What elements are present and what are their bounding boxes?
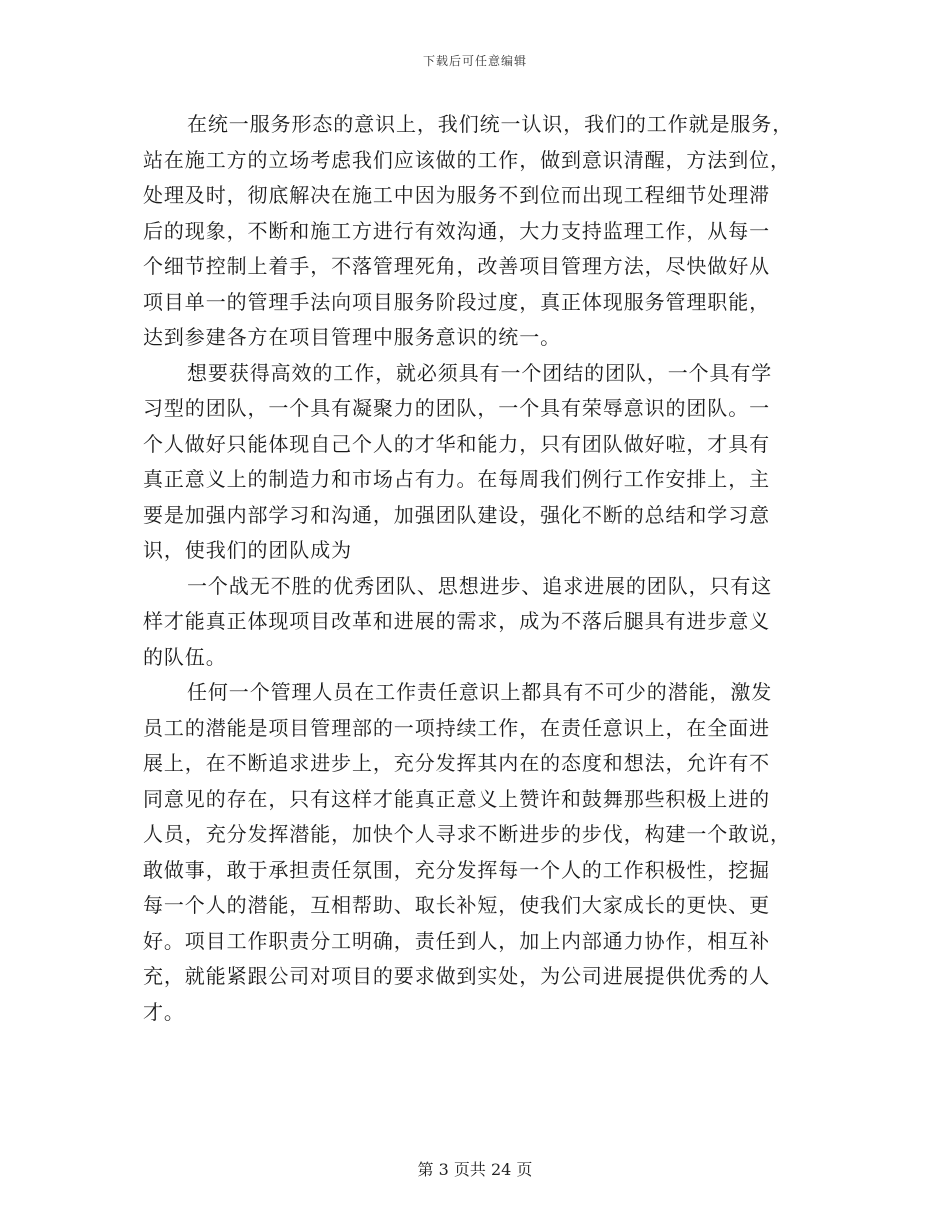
text-line: 想要获得高效的工作，就必须具有一个团结的团队，一个具有学 — [187, 360, 773, 385]
paragraph-service-awareness — [143, 107, 807, 356]
text-line: 敢做事，敢于承担责任氛围，充分发挥每一个人的工作积极性，挖掘 — [143, 857, 770, 882]
text-line: 个细节控制上着手，不落管理死角，改善项目管理方法，尽快做好从 — [143, 254, 770, 278]
text-line: 一个战无不胜的优秀团队、思想进步、追求进展的团队，只有这 — [187, 573, 773, 598]
text-line: 员工的潜能是项目管理部的一项持续工作，在责任意识上，在全面进 — [143, 715, 770, 740]
text-line: 站在施工方的立场考虑我们应该做的工作，做到意识清醒，方法到位， — [143, 147, 791, 172]
text-line: 展上，在不断追求进步上，充分发挥其内在的态度和想法，允许有不 — [143, 751, 770, 775]
text-line: 个人做好只能体现自己个人的才华和能力，只有团队做好啦，才具有 — [143, 431, 770, 456]
text-line: 处理及时，彻底解决在施工中因为服务不到位而出现工程细节处理滞 — [143, 183, 770, 207]
page-number: 第 3 页共 24 页 — [417, 1160, 533, 1179]
text-line: 任何一个管理人员在工作责任意识上都具有不可少的潜能，激发 — [187, 680, 773, 704]
text-line: 的队伍。 — [143, 644, 227, 669]
page-header: 下载后可任意编辑 — [422, 54, 527, 68]
text-line: 样才能真正体现项目改革和进展的需求，成为不落后腿具有进步意义 — [143, 609, 770, 633]
text-line: 同意见的存在，只有这样才能真正意义上赞许和鼓舞那些积极上进的 — [143, 786, 770, 811]
text-line: 真正意义上的制造力和市场占有力。在每周我们例行工作安排上，主 — [143, 467, 770, 491]
text-line: 要是加强内部学习和沟通，加强团队建设，强化不断的总结和学习意 — [143, 502, 770, 527]
paragraph-winning-team — [143, 569, 807, 676]
text-line: 项目单一的管理手法向项目服务阶段过度，真正体现服务管理职能， — [143, 289, 770, 314]
document-body — [143, 107, 807, 1030]
text-line: 充，就能紧跟公司对项目的要求做到实处，为公司进展提供优秀的人 — [143, 964, 770, 988]
text-line: 达到参建各方在项目管理中服务意识的统一。 — [143, 325, 561, 349]
paragraph-responsibility — [143, 675, 807, 1030]
text-line: 人员，充分发挥潜能，加快个人寻求不断进步的步伐，构建一个敢说， — [143, 822, 791, 846]
text-line: 在统一服务形态的意识上，我们统一认识，我们的工作就是服务， — [187, 112, 794, 136]
text-line: 才。 — [143, 999, 185, 1024]
text-line: 好。项目工作职责分工明确，责任到人，加上内部通力协作，相互补 — [143, 928, 770, 953]
text-line: 识，使我们的团队成为 — [143, 538, 352, 562]
paragraph-team-building — [143, 356, 807, 569]
text-line: 习型的团队，一个具有凝聚力的团队，一个具有荣辱意识的团队。一 — [143, 396, 770, 420]
text-line: 后的现象，不断和施工方进行有效沟通，大力支持监理工作，从每一 — [143, 218, 770, 243]
text-line: 每一个人的潜能，互相帮助、取长补短，使我们大家成长的更快、更 — [143, 893, 770, 917]
